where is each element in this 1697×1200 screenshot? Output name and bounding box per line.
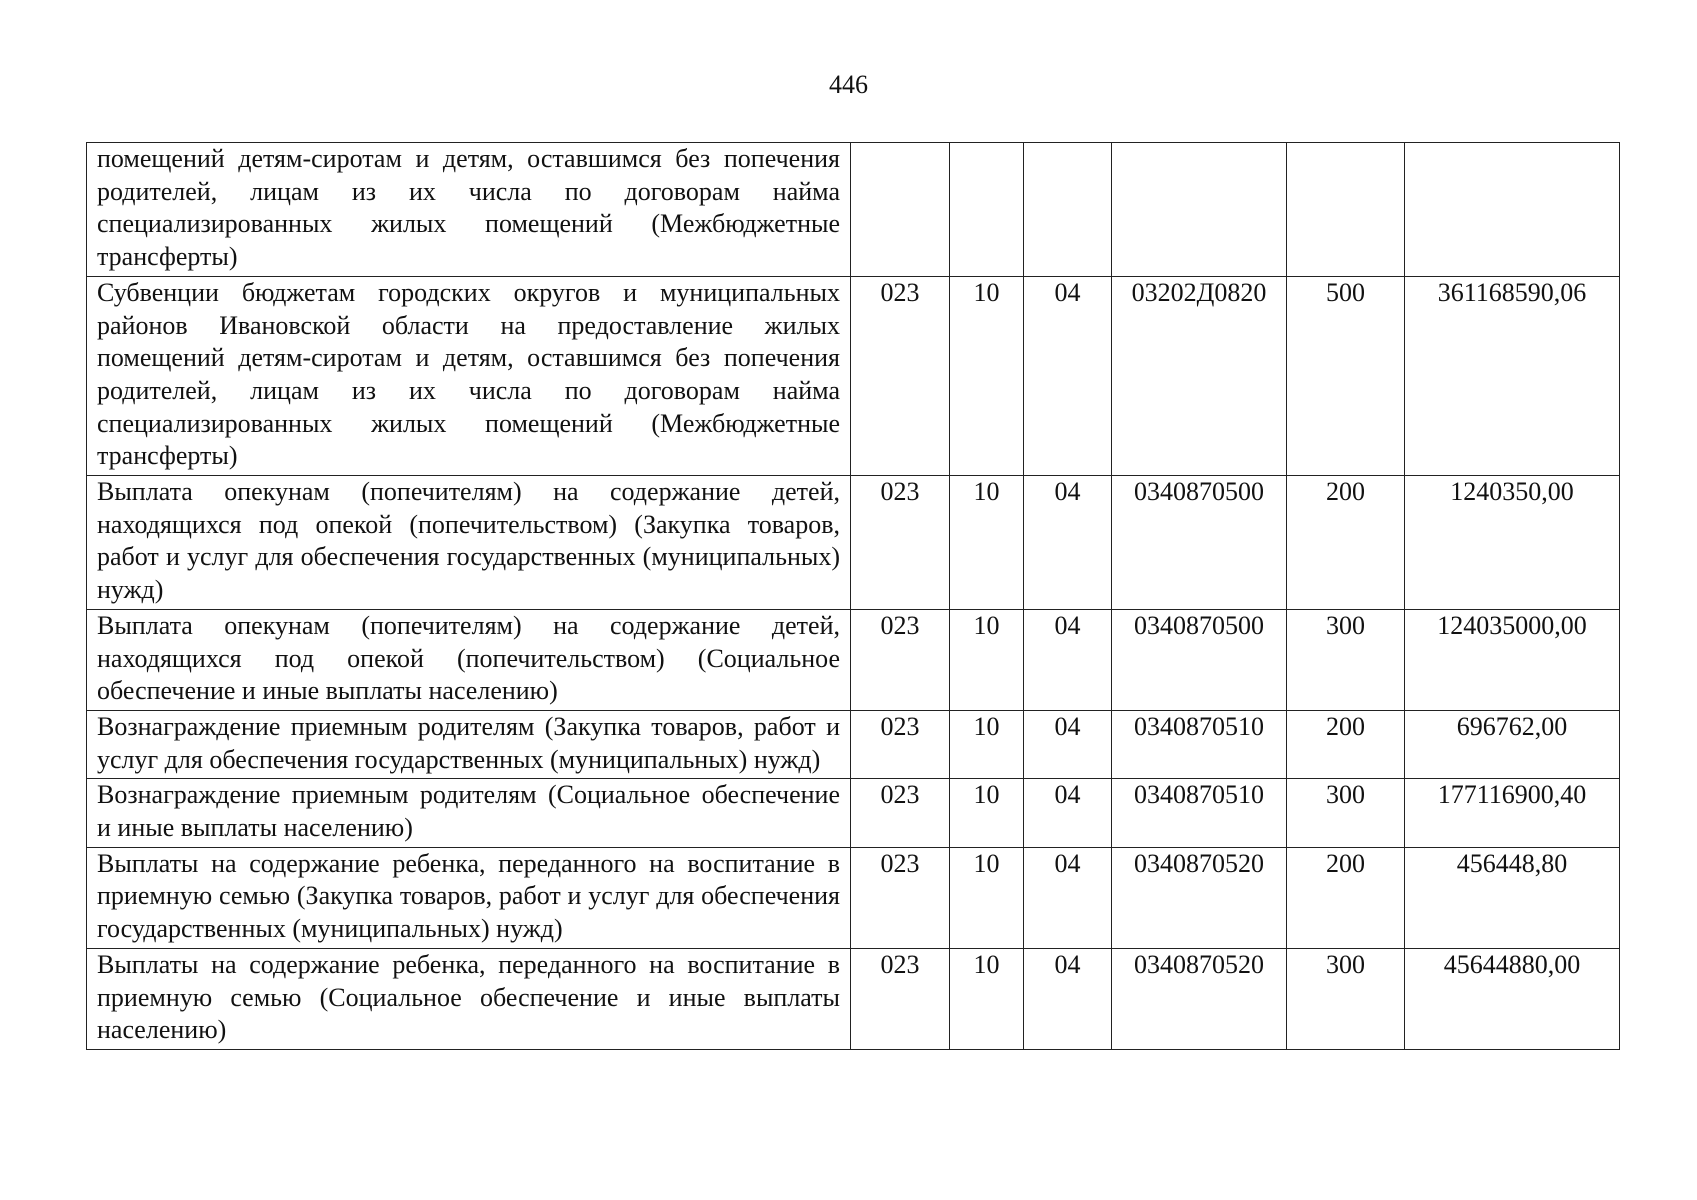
amount: 696762,00 — [1405, 710, 1620, 778]
ministry-code: 023 — [851, 710, 950, 778]
ministry-code: 023 — [851, 948, 950, 1049]
ministry-code: 023 — [851, 276, 950, 475]
expense-type-code: 200 — [1287, 476, 1405, 610]
row-description: Субвенции бюджетам городских округов и муниципальных районов Ивановской области на предоставление жилых помещений детям-сиротам и детям, оставшимся без попечения родителей, лицам из их числа по договорам найма специализированных жилых помещений (Межбюджетные трансферты) — [87, 276, 851, 475]
table-row — [87, 609, 1620, 710]
amount: 177116900,40 — [1405, 779, 1620, 847]
amount: 1240350,00 — [1405, 476, 1620, 610]
amount — [1405, 143, 1620, 277]
target-article-code: 0340870510 — [1112, 710, 1287, 778]
expense-type-code: 200 — [1287, 710, 1405, 778]
table-row — [87, 143, 1620, 277]
ministry-code — [851, 143, 950, 277]
target-article-code: 0340870500 — [1112, 476, 1287, 610]
section-code: 10 — [950, 779, 1024, 847]
ministry-code: 023 — [851, 609, 950, 710]
expense-type-code: 500 — [1287, 276, 1405, 475]
table-row — [87, 276, 1620, 475]
target-article-code: 03202Д0820 — [1112, 276, 1287, 475]
target-article-code: 0340870520 — [1112, 847, 1287, 948]
expense-type-code: 200 — [1287, 847, 1405, 948]
section-code: 10 — [950, 710, 1024, 778]
page-number: 446 — [829, 70, 868, 99]
row-description: Выплата опекунам (попечителям) на содержание детей, находящихся под опекой (попечительством) (Социальное обеспечение и иные выплаты населению) — [87, 609, 851, 710]
subsection-code: 04 — [1024, 948, 1112, 1049]
section-code: 10 — [950, 276, 1024, 475]
subsection-code: 04 — [1024, 276, 1112, 475]
amount: 456448,80 — [1405, 847, 1620, 948]
subsection-code: 04 — [1024, 476, 1112, 610]
row-description: Выплата опекунам (попечителям) на содержание детей, находящихся под опекой (попечительством) (Закупка товаров, работ и услуг для обеспечения государственных (муниципальных) нужд) — [87, 476, 851, 610]
subsection-code: 04 — [1024, 847, 1112, 948]
amount: 124035000,00 — [1405, 609, 1620, 710]
expense-type-code: 300 — [1287, 779, 1405, 847]
subsection-code: 04 — [1024, 710, 1112, 778]
amount: 45644880,00 — [1405, 948, 1620, 1049]
section-code: 10 — [950, 948, 1024, 1049]
row-description: Выплаты на содержание ребенка, переданного на воспитание в приемную семью (Социальное обеспечение и иные выплаты населению) — [87, 948, 851, 1049]
section-code: 10 — [950, 847, 1024, 948]
subsection-code: 04 — [1024, 779, 1112, 847]
expense-type-code: 300 — [1287, 609, 1405, 710]
subsection-code — [1024, 143, 1112, 277]
table-row — [87, 710, 1620, 778]
target-article-code — [1112, 143, 1287, 277]
subsection-code: 04 — [1024, 609, 1112, 710]
target-article-code: 0340870500 — [1112, 609, 1287, 710]
expense-type-code: 300 — [1287, 948, 1405, 1049]
target-article-code: 0340870510 — [1112, 779, 1287, 847]
ministry-code: 023 — [851, 779, 950, 847]
table-row — [87, 779, 1620, 847]
expense-type-code — [1287, 143, 1405, 277]
ministry-code: 023 — [851, 847, 950, 948]
section-code — [950, 143, 1024, 277]
row-description: Выплаты на содержание ребенка, переданного на воспитание в приемную семью (Закупка товаров, работ и услуг для обеспечения государственных (муниципальных) нужд) — [87, 847, 851, 948]
table-row — [87, 476, 1620, 610]
row-description: Вознаграждение приемным родителям (Закупка товаров, работ и услуг для обеспечения государственных (муниципальных) нужд) — [87, 710, 851, 778]
row-description: помещений детям-сиротам и детям, оставшимся без попечения родителей, лицам из их числа по договорам найма специализированных жилых помещений (Межбюджетные трансферты) — [87, 143, 851, 277]
table-row — [87, 847, 1620, 948]
table-row — [87, 948, 1620, 1049]
section-code: 10 — [950, 609, 1024, 710]
row-description: Вознаграждение приемным родителям (Социальное обеспечение и иные выплаты населению) — [87, 779, 851, 847]
amount: 361168590,06 — [1405, 276, 1620, 475]
budget-table — [86, 142, 1620, 1050]
target-article-code: 0340870520 — [1112, 948, 1287, 1049]
ministry-code: 023 — [851, 476, 950, 610]
section-code: 10 — [950, 476, 1024, 610]
